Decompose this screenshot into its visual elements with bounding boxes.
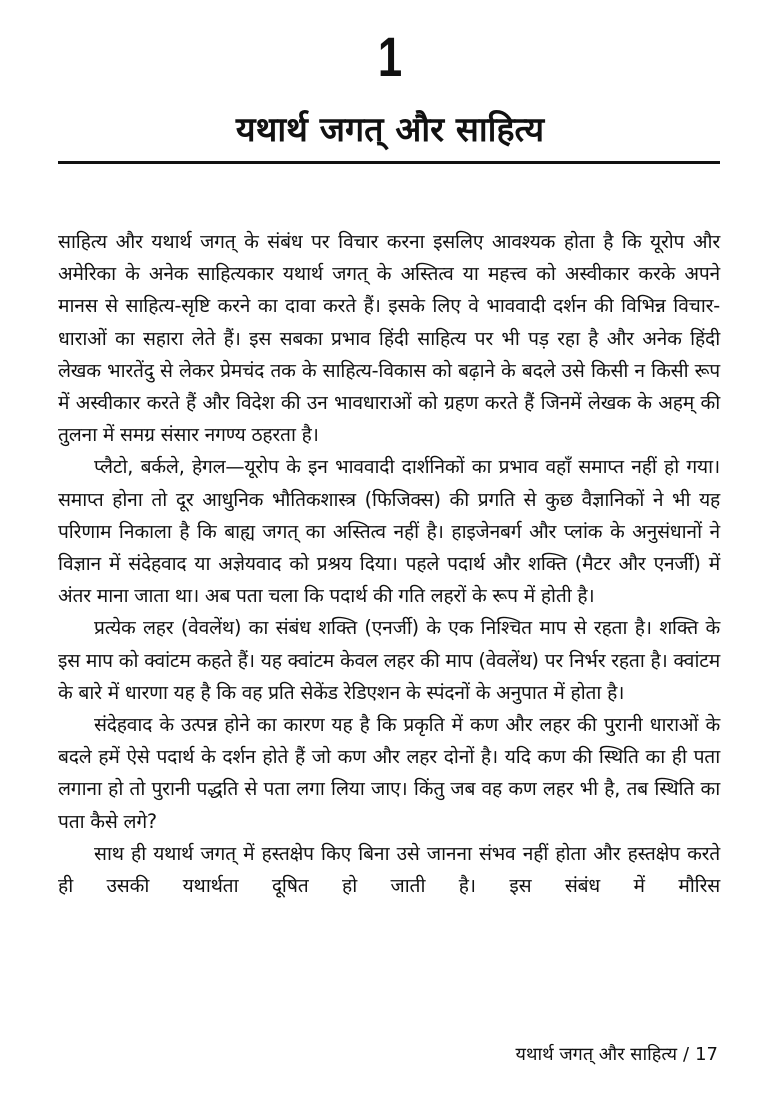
page-number: 17 — [695, 1044, 718, 1065]
paragraph-4: संदेहवाद के उत्पन्न होने का कारण यह है कि प्रकृति में कण और लहर की पुरानी धाराओं के बदले हमें ऐसे पदार्थ के दर्शन होते हैं जो कण और लहर दोनों है। यदि कण की स्थिति का ही पता लगाना हो तो पुरानी पद्धति से पता लगा लिया जाए। किंतु जब वह कण लहर भी है, तब स्थिति का पता कैसे लगे? — [58, 713, 720, 833]
title-divider — [58, 161, 720, 164]
chapter-title: यथार्थ जगत् और साहित्य — [235, 110, 545, 150]
footer-separator: / — [683, 1044, 690, 1065]
running-footer — [516, 1040, 719, 1070]
paragraph-5: साथ ही यथार्थ जगत् में हस्तक्षेप किए बिना उसे जानना संभव नहीं होता और हस्तक्षेप करते ही उसकी यथार्थता दूषित हो जाती है। इस संबंध में मौरिस — [58, 841, 720, 898]
body-text — [58, 226, 720, 902]
chapter-number: 1 — [377, 25, 403, 88]
paragraph-2: प्लैटो, बर्कले, हेगल—यूरोप के इन भाववादी दार्शनिकों का प्रभाव वहाँ समाप्त नहीं हो गया। समाप्त होना तो दूर आधुनिक भौतिकशास्त्र (फिजिक्स) की प्रगति से कुछ वैज्ञानिकों ने भी यह परिणाम निकाला है कि बाह्य जगत् का अस्तित्व नहीं है। हाइजेनबर्ग और प्लांक के अनुसंधानों ने विज्ञान में संदेहवाद या अज्ञेयवाद को प्रश्रय दिया। पहले पदार्थ और शक्ति (मैटर और एनर्जी) में अंतर माना जाता था। अब पता चला कि पदार्थ की गति लहरों के रूप में होती है। — [58, 455, 720, 608]
paragraph-3: प्रत्येक लहर (वेवलेंथ) का संबंध शक्ति (एनर्जी) के एक निश्चित माप से रहता है। शक्ति के इस माप को क्वांटम कहते हैं। यह क्वांटम केवल लहर की माप (वेवलेंथ) पर निर्भर रहता है। क्वांटम के बारे में धारणा यह है कि वह प्रति सेकेंड रेडिएशन के स्पंदनों के अनुपात में होता है। — [58, 616, 720, 704]
running-title: यथार्थ जगत् और साहित्य — [515, 1044, 678, 1065]
paragraph-1: साहित्य और यथार्थ जगत् के संबंध पर विचार करना इसलिए आवश्यक होता है कि यूरोप और अमेरिका के अनेक साहित्यकार यथार्थ जगत् के अस्तित्व या महत्त्व को अस्वीकार करके अपने मानस से साहित्य-सृष्टि करने का दावा करते हैं। इसके लिए वे भाववादी दर्शन की विभिन्न विचार-धाराओं का सहारा लेते हैं। इस सबका प्रभाव हिंदी साहित्य पर भी पड़ रहा है और अनेक हिंदी लेखक भारतेंदु से लेकर प्रेमचंद तक के साहित्य-विकास को बढ़ाने के बदले उसे किसी न किसी रूप में अस्वीकार करते हैं और विदेश की उन भावधाराओं को ग्रहण करते हैं जिनमें लेखक के अहम् की तुलना में समग्र संसार नगण्य ठहरता है। — [58, 230, 720, 447]
